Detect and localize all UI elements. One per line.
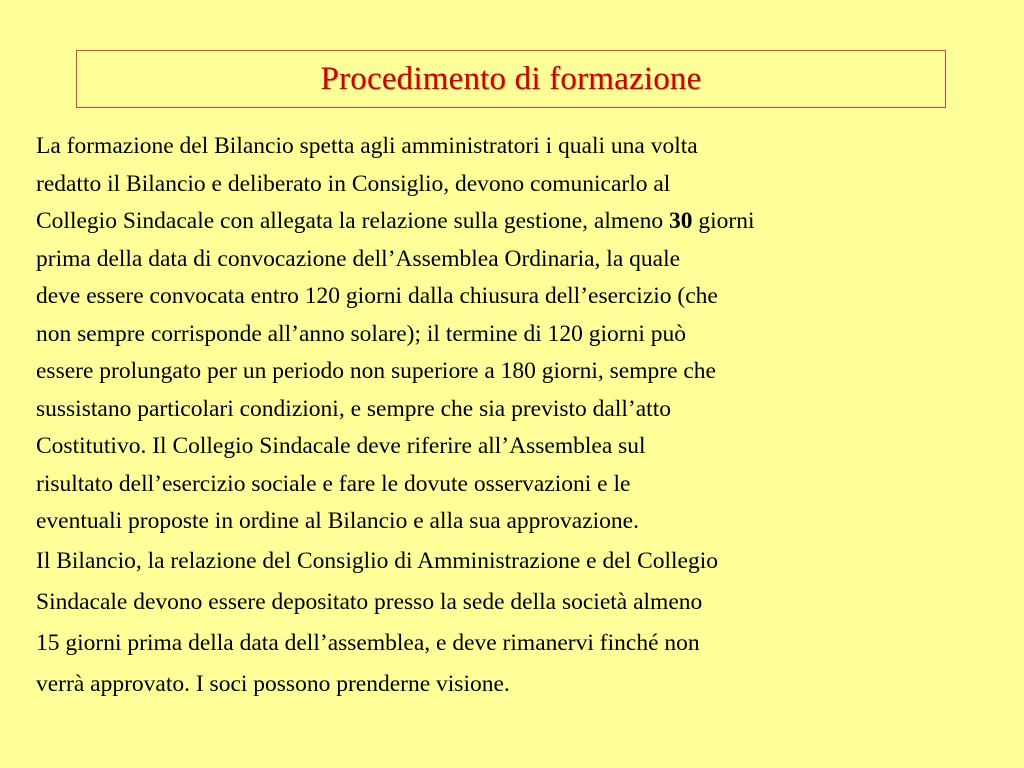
text-line: essere prolungato per un periodo non superiore a 180 giorni, sempre che: [36, 358, 716, 384]
paragraph-deposit: [36, 541, 1006, 705]
text-line: verrà approvato. I soci possono prenderne visione.: [36, 670, 510, 697]
text-segment: giorni: [692, 208, 755, 234]
days-count-bold: 30: [668, 208, 693, 234]
text-line: Il Bilancio, la relazione del Consiglio di Amministrazione e del Collegio: [36, 547, 719, 574]
text-line: redatto il Bilancio e deliberato in Consiglio, devono comunicarlo al: [36, 170, 671, 197]
text-line: La formazione del Bilancio spetta agli amministratori i quali una volta: [36, 133, 698, 159]
text-line: Costitutivo. Il Collegio Sindacale deve riferire all’Assemblea sul: [36, 433, 646, 459]
text-line: [36, 203, 1006, 241]
title-box: [76, 50, 946, 108]
slide-body: [36, 128, 1006, 705]
text-line: Sindacale devono essere depositato presso la sede della società almeno: [36, 588, 703, 615]
text-line: prima della data di convocazione dell’Assemblea Ordinaria, la quale: [36, 245, 681, 272]
text-segment: Collegio Sindacale con allegata la relazione sulla gestione, almeno: [36, 208, 669, 234]
text-line: 15 giorni prima della data dell’assemblea, e deve rimanervi finché non: [36, 629, 700, 656]
paragraph-formation: [36, 128, 1006, 541]
text-line: deve essere convocata entro 120 giorni dalla chiusura dell’esercizio (che: [36, 283, 718, 309]
text-line: sussistano particolari condizioni, e sempre che sia previsto dall’atto: [36, 395, 671, 422]
text-line: eventuali proposte in ordine al Bilancio e alla sua approvazione.: [36, 508, 639, 534]
text-line: risultato dell’esercizio sociale e fare le dovute osservazioni e le: [36, 470, 631, 497]
text-line: non sempre corrisponde all’anno solare); il termine di 120 giorni può: [36, 320, 687, 347]
slide-title: Procedimento di formazione: [320, 60, 702, 97]
